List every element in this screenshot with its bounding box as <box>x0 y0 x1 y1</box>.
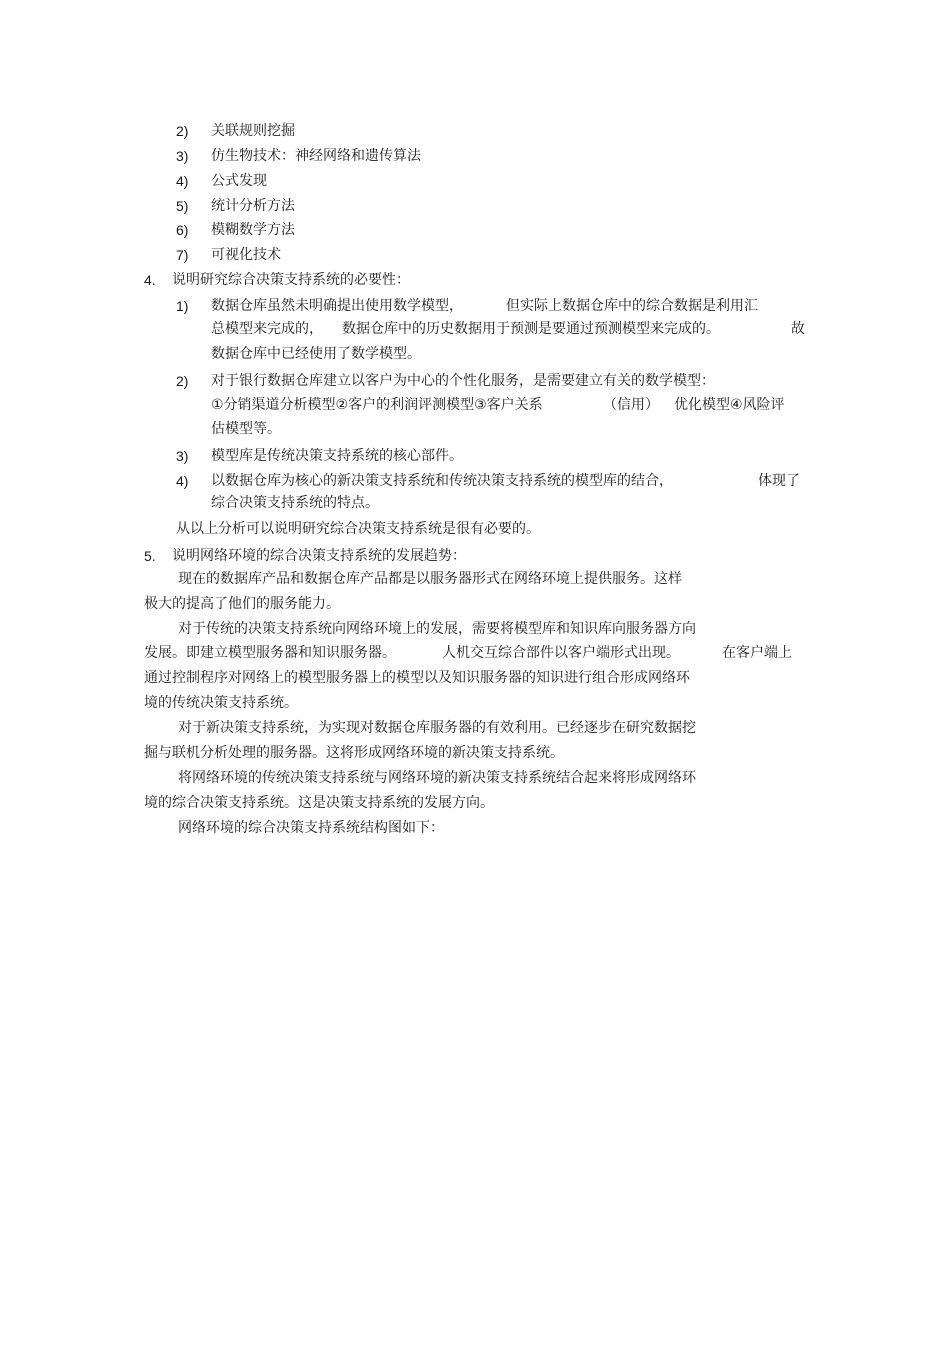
paragraph-text: 故 <box>791 321 805 337</box>
list-item-text: 仿生物技术：神经网络和遗传算法 <box>211 148 421 164</box>
list-item-number: 6) <box>176 222 189 238</box>
list-item-number: 2) <box>176 123 189 139</box>
list-item-text: 统计分析方法 <box>211 198 295 214</box>
paragraph-text: 发展。即建立模型服务器和知识服务器。 <box>144 645 396 661</box>
paragraph-text: 对于新决策支持系统，为实现对数据仓库服务器的有效利用。已经逐步在研究数据挖 <box>178 720 696 736</box>
paragraph-text: （信用） <box>603 397 659 413</box>
paragraph-text: 但实际上数据仓库中的综合数据是利用汇 <box>506 298 758 314</box>
paragraph-text: 对于传统的决策支持系统向网络环境上的发展，需要将模型库和知识库向服务器方向 <box>178 621 696 637</box>
paragraph-text: 数据仓库中已经使用了数学模型。 <box>211 346 421 362</box>
paragraph-text: 境的传统决策支持系统。 <box>144 695 298 711</box>
list-item-text: 公式发现 <box>211 173 267 189</box>
paragraph-text: 网络环境的综合决策支持系统结构图如下： <box>178 820 444 836</box>
paragraph-text: 人机交互综合部件以客户端形式出现。 <box>442 645 680 661</box>
list-item-number: 2) <box>176 373 189 389</box>
list-item-number: 7) <box>176 247 189 263</box>
paragraph-text: 以数据仓库为核心的新决策支持系统和传统决策支持系统的模型库的结合， <box>211 473 673 489</box>
section-heading: 说明网络环境的综合决策支持系统的发展趋势： <box>172 548 466 564</box>
section-number: 4. <box>144 272 156 288</box>
paragraph-text: 极大的提高了他们的服务能力。 <box>144 596 340 612</box>
paragraph-text: 将网络环境的传统决策支持系统与网络环境的新决策支持系统结合起来将形成网络环 <box>178 770 696 786</box>
paragraph-text: 数据仓库中的历史数据用于预测是要通过预测模型来完成的。 <box>342 321 720 337</box>
paragraph-text: 在客户端上 <box>722 645 792 661</box>
paragraph-text: 综合决策支持系统的特点。 <box>211 495 379 511</box>
paragraph-text: 掘与联机分析处理的服务器。这将形成网络环境的新决策支持系统。 <box>144 745 564 761</box>
list-item-number: 3) <box>176 448 189 464</box>
list-item-number: 5) <box>176 198 189 214</box>
section-number: 5. <box>144 548 156 564</box>
list-item-number: 4) <box>176 473 189 489</box>
list-item-text: 模糊数学方法 <box>211 222 295 238</box>
section-heading: 说明研究综合决策支持系统的必要性： <box>172 272 410 288</box>
paragraph-text: 体现了 <box>758 473 800 489</box>
conclusion-text: 从以上分析可以说明研究综合决策支持系统是很有必要的。 <box>176 521 540 537</box>
paragraph-text: 现在的数据库产品和数据仓库产品都是以服务器形式在网络环境上提供服务。这样 <box>178 571 682 587</box>
paragraph-text: 估模型等。 <box>211 421 281 437</box>
paragraph-text: 数据仓库虽然未明确提出使用数学模型， <box>211 298 463 314</box>
list-item-text: 可视化技术 <box>211 247 281 263</box>
paragraph-text: 模型库是传统决策支持系统的核心部件。 <box>211 448 463 464</box>
paragraph-text: 对于银行数据仓库建立以客户为中心的个性化服务，是需要建立有关的数学模型： <box>211 373 715 389</box>
list-item-number: 1) <box>176 298 189 314</box>
paragraph-text: 境的综合决策支持系统。这是决策支持系统的发展方向。 <box>144 795 494 811</box>
list-item-number: 4) <box>176 173 189 189</box>
paragraph-text: 优化模型④风险评 <box>674 397 785 413</box>
paragraph-text: 通过控制程序对网络上的模型服务器上的模型以及知识服务器的知识进行组合形成网络环 <box>144 670 690 686</box>
list-item-number: 3) <box>176 148 189 164</box>
paragraph-text: 总模型来完成的， <box>211 321 323 337</box>
paragraph-text: ①分销渠道分析模型②客户的利润评测模型③客户关系 <box>211 397 543 413</box>
list-item-text: 关联规则挖掘 <box>211 123 295 139</box>
